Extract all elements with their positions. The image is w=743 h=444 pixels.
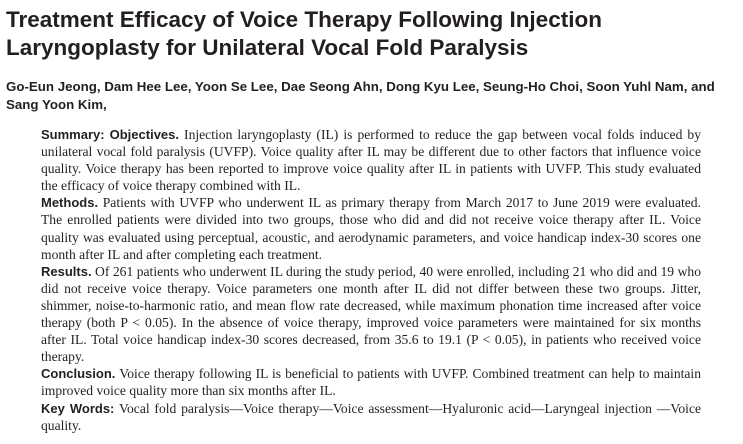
methods-text: Patients with UVFP who underwent IL as primary therapy from March 2017 to June 2019 were evaluated. The enrolled patients were divided into two groups, those who did and did not receive voice therapy after IL. Voice quality was evaluated using perceptual, acoustic, and aerodynamic parameters, and voice handicap index-30 scores one month after IL and after completing each treatment. xyxy=(41,195,701,262)
methods-label: Methods. xyxy=(41,195,99,211)
abstract-keywords xyxy=(41,400,701,434)
objectives-text: Injection laryngoplasty (IL) is performed to reduce the gap between vocal folds induced by unilateral vocal fold paralysis (UVFP). Voice quality after IL may be different due to other factors that influence voice quality. Voice therapy has been reported to improve voice quality after IL in patients with UVFP. This study evaluated the efficacy of voice therapy combined with IL. xyxy=(41,127,701,194)
abstract-methods xyxy=(41,194,701,262)
author-list: Go-Eun Jeong, Dam Hee Lee, Yoon Se Lee, Dae Seong Ahn, Dong Kyu Lee, Seung-Ho Choi, Soon Yuhl Nam, and Sang Yoon Kim, xyxy=(6,79,715,112)
paper-title: Treatment Efficacy of Voice Therapy Following Injection Laryngoplasty for Unilateral Vocal Fold Paralysis xyxy=(6,7,602,60)
conclusion-label: Conclusion. xyxy=(41,366,116,382)
results-label: Results. xyxy=(41,263,92,279)
conclusion-text: Voice therapy following IL is beneficial to patients with UVFP. Combined treatment can help to maintain improved voice quality more than six months after IL. xyxy=(41,366,702,399)
objectives-label: Objectives. xyxy=(109,127,179,142)
summary-label: Summary: xyxy=(41,127,105,142)
results-text: Of 261 patients who underwent IL during the study period, 40 were enrolled, including 21 who did and 19 who did not receive voice therapy. Voice parameters one month after IL did not differ between these two groups. Jitter, shimmer, noise-to-harmonic ratio, and mean flow rate decreased, while maximum phonation time increased after voice therapy (both P < 0.05). In the absence of voice therapy, improved voice parameters were maintained for six months after IL. Total voice handicap index-30 scores decreased, from 35.6 to 19.1 (P < 0.05), in patients who received voice therapy. xyxy=(41,263,701,365)
abstract-results xyxy=(41,263,701,366)
abstract-objectives xyxy=(41,126,701,194)
abstract-conclusion xyxy=(41,365,701,399)
keywords-label: Key Words: xyxy=(41,400,115,416)
abstract xyxy=(41,126,701,434)
keywords-text: Vocal fold paralysis—Voice therapy—Voice assessment—Hyaluronic acid—Laryngeal injection —Voice quality. xyxy=(41,400,702,433)
